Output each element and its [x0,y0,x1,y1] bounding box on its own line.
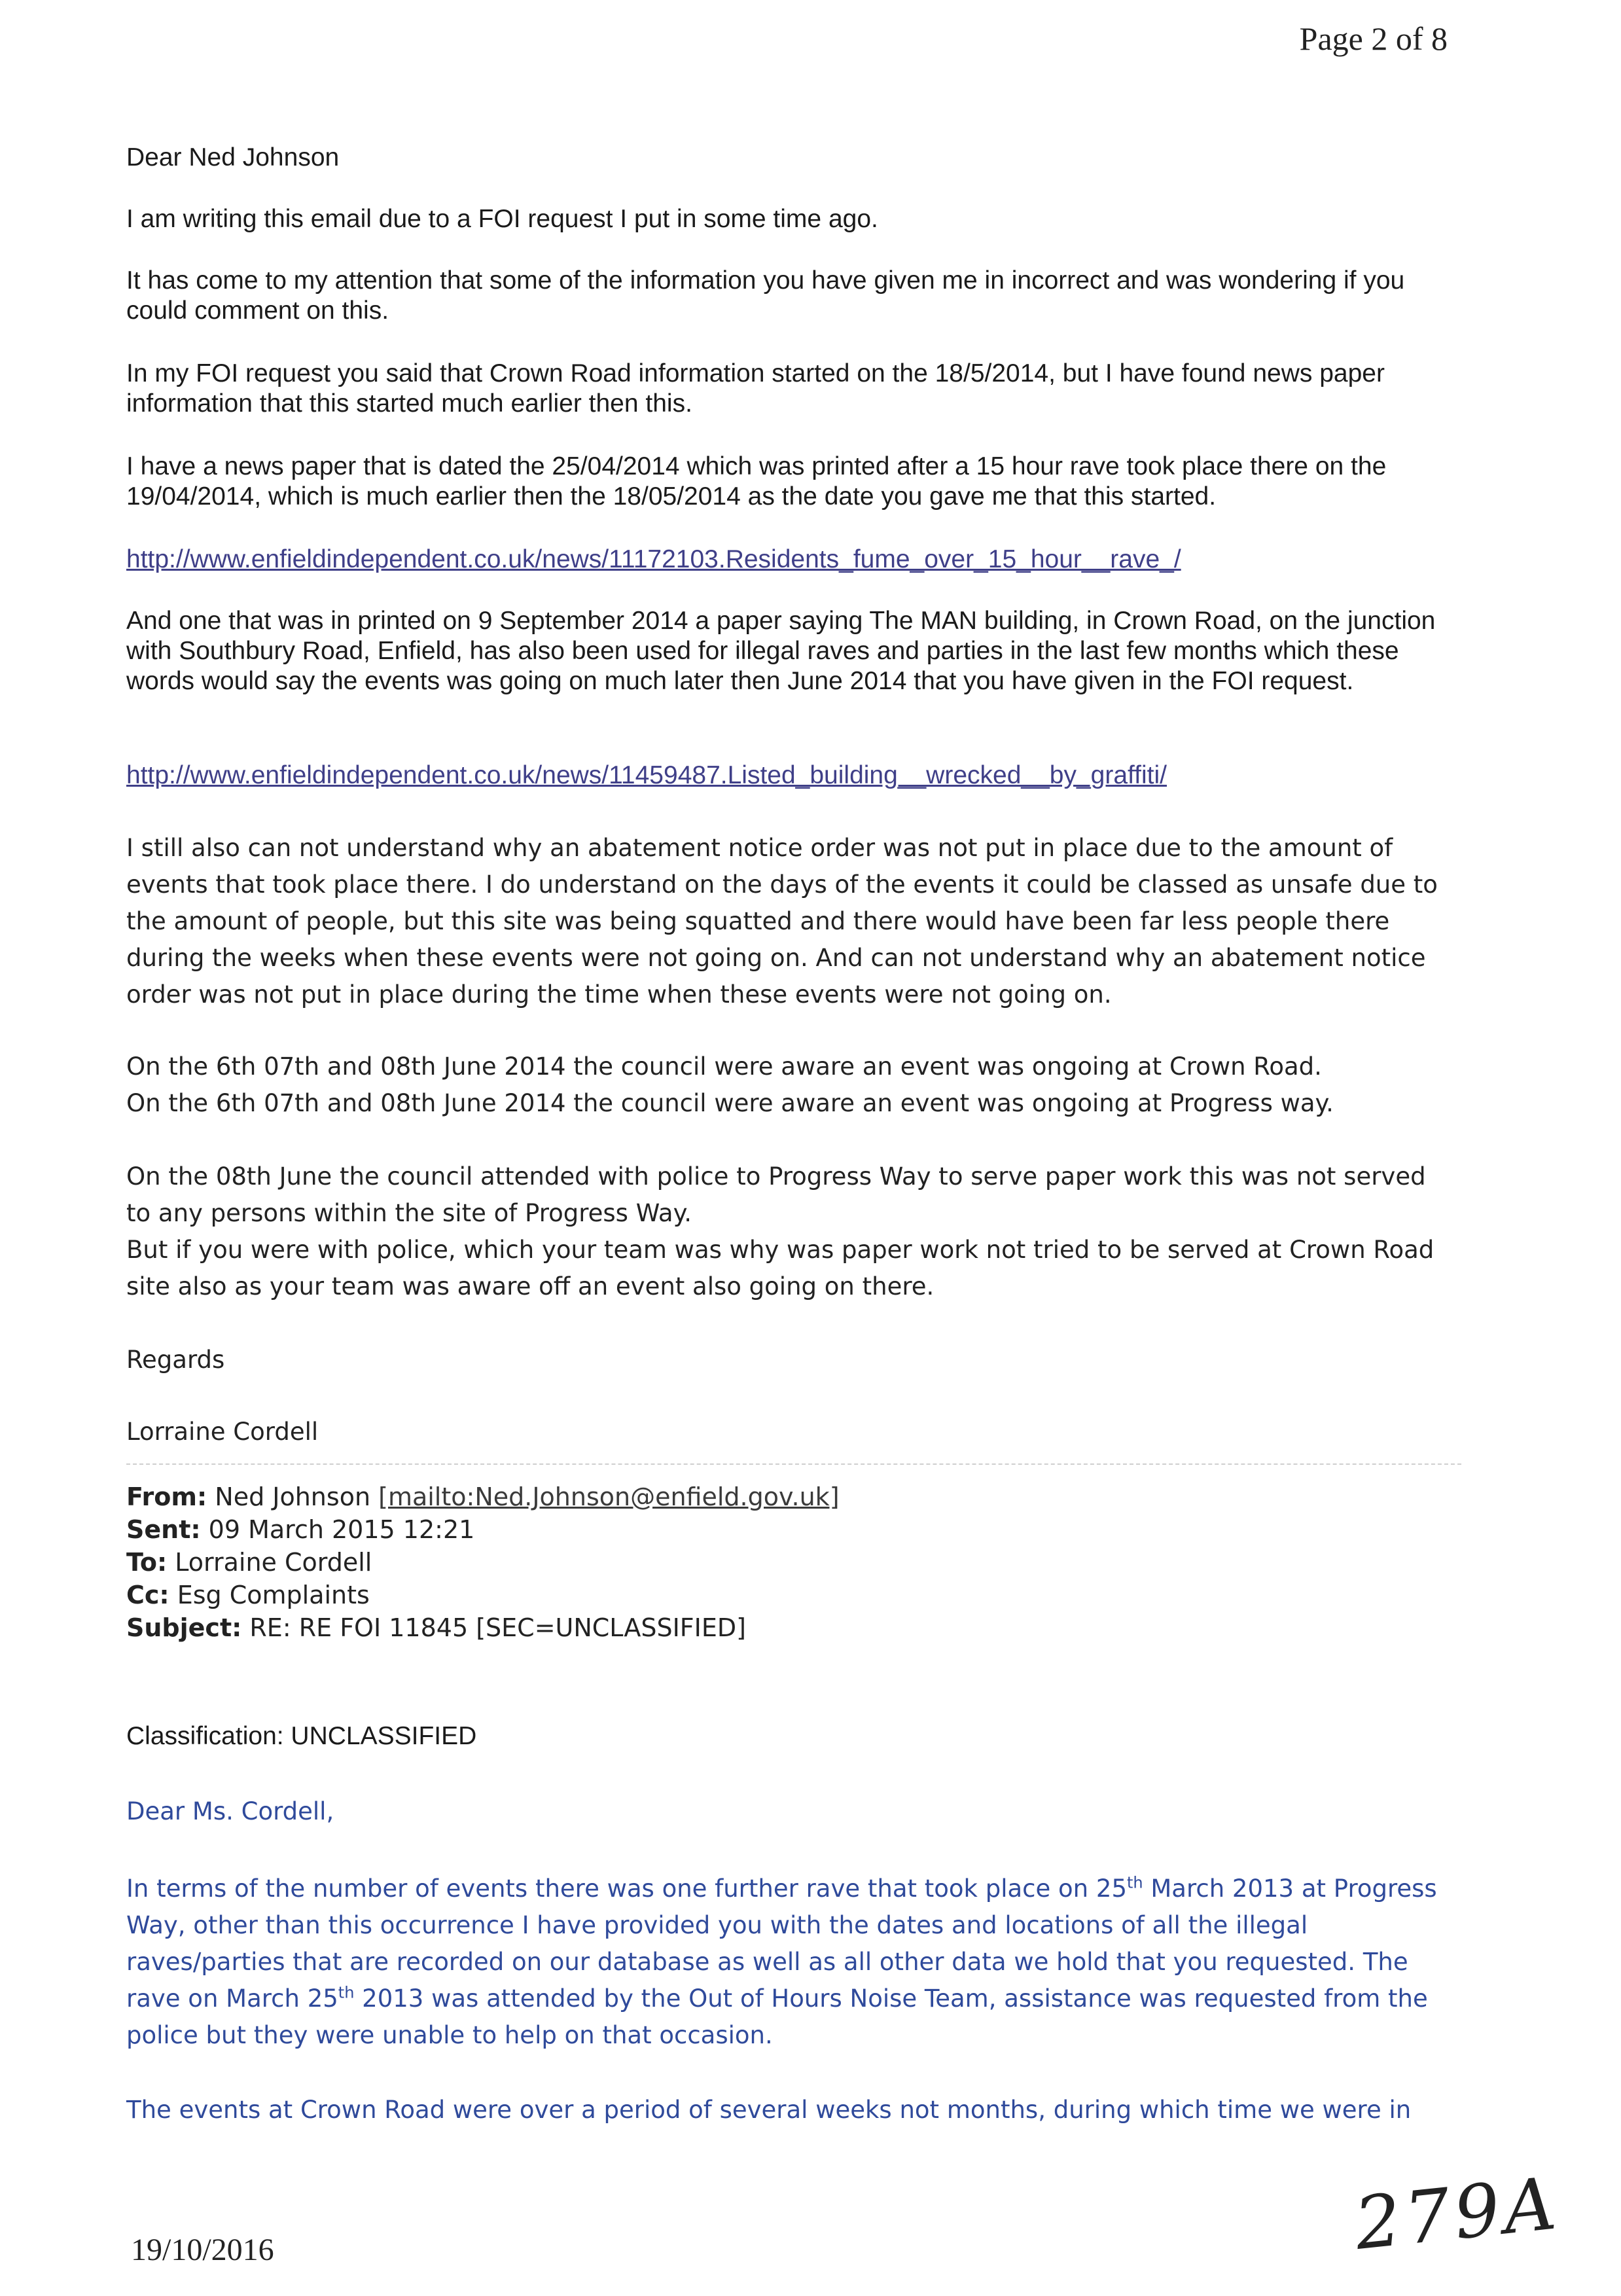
email-paragraph-8a: On the 08th June the council attended with police to Progress Way to serve paper work this was not served to any persons within the site of Progress Way. [126,1162,1426,1227]
email-closing: Regards [126,1346,225,1374]
reply-p1-a: In terms of the number of events there was one further rave that took place on 25 [126,1874,1127,1903]
news-link-2[interactable]: http://www.enfieldindependent.co.uk/news/11459487.Listed_building__wrecked__by_graffiti/ [126,761,1167,789]
separator-line [126,1463,1461,1465]
news-link-1[interactable]: http://www.enfieldindependent.co.uk/news/11172103.Residents_fume_over_15_hour__rave_/ [126,545,1181,573]
to-label: To: [126,1548,168,1577]
classification: Classification: UNCLASSIFIED [126,1722,477,1750]
sent-label: Sent: [126,1515,201,1544]
sent-value: 09 March 2015 12:21 [208,1515,475,1544]
cc-label: Cc: [126,1581,169,1609]
reply-p1-sup: th [1126,1873,1143,1892]
mailto-link[interactable]: [mailto:Ned.Johnson@enfield.gov.uk] [378,1482,840,1511]
page-number: Page 2 of 8 [1299,20,1448,57]
to-value: Lorraine Cordell [175,1548,372,1577]
footer-date: 19/10/2016 [131,2233,274,2267]
reply-paragraph-2: The events at Crown Road were over a period of several weeks not months, during which time we were in [126,2096,1412,2124]
email-paragraph-6: I still also can not understand why an abatement notice order was not put in place due to the amount of events that took place there. I do understand on the days of the events it could be classed as unsafe due to the amount of people, but this site was being squatted and there would have been far less people there during the weeks when these events were not going on. And can not understand why an abatement notice order was not put in place during the time when these events were not going on. [126,834,1438,1009]
reply-paragraph-1 [126,1871,1468,2054]
reply-greeting: Dear Ms. Cordell, [126,1797,334,1825]
from-label: From: [126,1482,207,1511]
email-paragraph-3: In my FOI request you said that Crown Road information started on the 18/5/2014, but I have found news paper information that this started much earlier then this. [126,359,1385,418]
subject-label: Subject: [126,1613,242,1642]
email-paragraph-1: I am writing this email due to a FOI request I put in some time ago. [126,205,878,233]
subject-value: RE: RE FOI 11845 [SEC=UNCLASSIFIED] [249,1613,746,1642]
cc-value: Esg Complaints [177,1581,370,1609]
header-from [126,1480,840,1513]
from-value: Ned Johnson [215,1482,371,1511]
header-cc [126,1579,840,1611]
email-paragraph-7b: On the 6th 07th and 08th June 2014 the council were aware an event was ongoing at Progress way. [126,1089,1334,1117]
reply-p1-sup2: th [338,1983,355,2002]
reply-p1-c: 2013 was attended by the Out of Hours Noise Team, assistance was requested from the police but they were unable to help on that occasion. [126,1984,1428,2049]
handwritten-number: 279A [1351,2161,1564,2267]
reply-p1-b: March 2013 at Progress Way, other than this occurrence I have provided you with the dates and locations of all the illegal raves/parties that are recorded on our database as well as all other data we hold that you requested. The rave on March 25 [126,1874,1437,2013]
email-headers [126,1480,840,1644]
email-paragraph-8b: But if you were with police, which your team was why was paper work not tried to be served at Crown Road site also as your team was aware off an event also going on there. [126,1236,1434,1300]
email-signature: Lorraine Cordell [126,1418,319,1446]
email-paragraph-4: I have a news paper that is dated the 25/04/2014 which was printed after a 15 hour rave took place there on the 19/04/2014, which is much earlier then the 18/05/2014 as the date you gave me that this started. [126,452,1387,511]
email-paragraph-7a: On the 6th 07th and 08th June 2014 the council were aware an event was ongoing at Crown Road. [126,1052,1322,1081]
email-paragraph-2: It has come to my attention that some of the information you have given me in incorrect and was wondering if you could comment on this. [126,266,1405,325]
email-paragraph-5: And one that was in printed on 9 September 2014 a paper saying The MAN building, in Crown Road, on the junction with Southbury Road, Enfield, has also been used for illegal raves and parties in the last few months which these words would say the events was going on much later then June 2014 that you have given in the FOI request. [126,607,1436,695]
email-greeting: Dear Ned Johnson [126,143,340,171]
header-sent [126,1513,840,1546]
header-to [126,1546,840,1579]
header-subject [126,1611,840,1644]
